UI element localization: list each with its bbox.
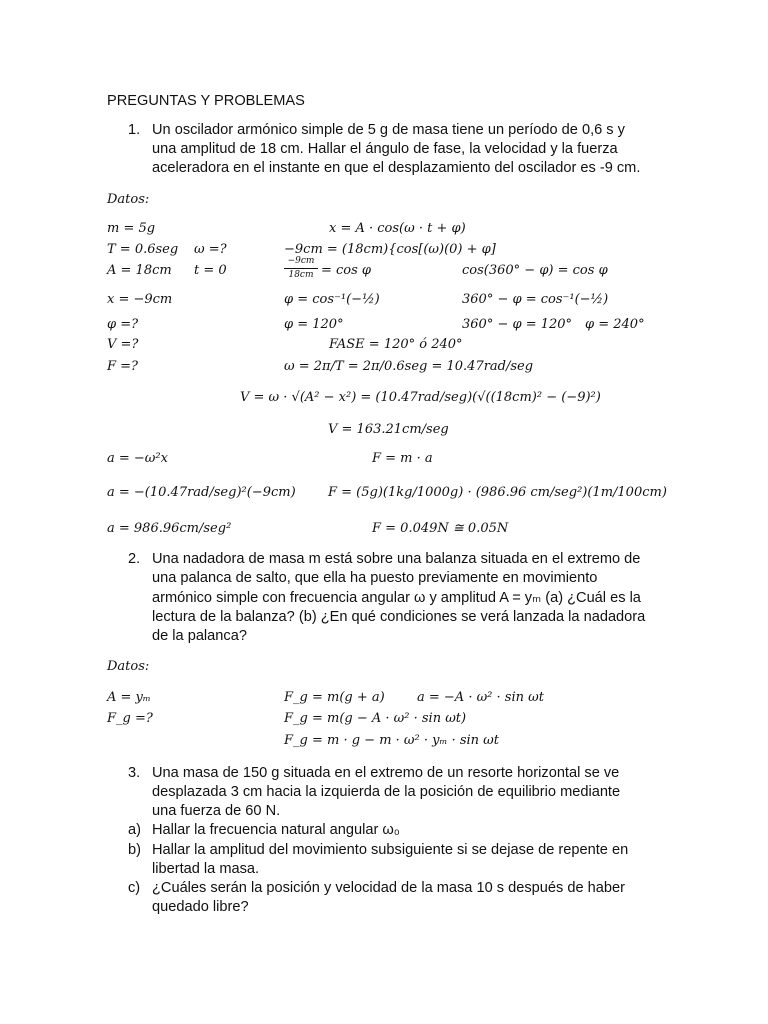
eq-phi240: φ = 240°: [585, 317, 645, 332]
eq-phi-acos: φ = cos⁻¹(−½): [284, 292, 380, 307]
problem-3-line: Una masa de 150 g situada en el extremo de un resorte horizontal se ve: [152, 765, 620, 781]
eq2-Fg3: F_g = m · g − m · ω² · yₘ · sin ωt: [284, 733, 500, 748]
item-a-label: a): [128, 822, 141, 838]
problem-1-line: una amplitud de 18 cm. Hallar el ángulo de fase, la velocidad y la fuerza: [152, 141, 618, 157]
problem-2-number: 2.: [128, 551, 141, 567]
problem-3-number: 3.: [128, 765, 141, 781]
eq-F-subst: F = (5g)(1kg/1000g) · (986.96 cm/seg²)(1m/100cm): [328, 485, 667, 500]
eq-A: A = 18cm: [107, 263, 172, 278]
eq-360-120: 360° − φ = 120°: [462, 317, 573, 332]
item-b-label: b): [128, 842, 141, 858]
eq-cos360: cos(360° − φ) = cos φ: [462, 263, 608, 278]
eq-F-def: F = m · a: [372, 451, 433, 466]
eq-V-result: V = 163.21cm/seg: [328, 422, 449, 437]
eq2-a: a = −A · ω² · sin ωt: [417, 690, 544, 705]
eq-omega: ω = 2π/T = 2π/0.6seg = 10.47rad/seg: [284, 359, 534, 374]
eq-ratio-rhs: = cos φ: [321, 263, 372, 278]
eq-omega-q: ω =?: [194, 242, 227, 257]
item-b-line: Hallar la amplitud del movimiento subsiguiente si se dejase de repente en: [152, 842, 629, 858]
fraction-bar: [284, 268, 318, 269]
item-c-line: quedado libre?: [152, 899, 249, 915]
eq-m: m = 5g: [107, 221, 156, 236]
item-c-label: c): [128, 880, 141, 896]
datos-label-2: Datos:: [107, 659, 150, 674]
problem-2-line: Una nadadora de masa m está sobre una balanza situada en el extremo de: [152, 551, 641, 567]
eq2-Fg-q: F_g =?: [107, 711, 153, 726]
item-c-line: ¿Cuáles serán la posición y velocidad de la masa 10 s después de haber: [152, 880, 625, 896]
eq-T: T = 0.6seg: [107, 242, 179, 257]
eq-a-def: a = −ω²x: [107, 451, 168, 466]
eq2-Fg2: F_g = m(g − A · ω² · sin ωt): [284, 711, 467, 726]
eq-x-def: x = A · cos(ω · t + φ): [329, 221, 466, 236]
eq-ratio-fraction: [284, 256, 318, 281]
eq-phi-q: φ =?: [107, 317, 139, 332]
problem-1-number: 1.: [128, 122, 141, 138]
eq2-Fg1: F_g = m(g + a): [284, 690, 385, 705]
eq-a-subst: a = −(10.47rad/seg)²(−9cm): [107, 485, 296, 500]
ratio-numerator: −9cm: [287, 256, 315, 266]
eq-V-q: V =?: [107, 337, 139, 352]
eq-V-formula: V = ω · √(A² − x²) = (10.47rad/seg)(√((18cm)² − (−9)²): [240, 390, 601, 405]
problem-3-line: desplazada 3 cm hacia la izquierda de la posición de equilibrio mediante: [152, 784, 621, 800]
eq-a-result: a = 986.96cm/seg²: [107, 521, 232, 536]
eq-F-q: F =?: [107, 359, 139, 374]
eq-acos360: 360° − φ = cos⁻¹(−½): [462, 292, 609, 307]
problem-1-line: Un oscilador armónico simple de 5 g de masa tiene un período de 0,6 s y: [152, 122, 625, 138]
item-a-line: Hallar la frecuencia natural angular ω₀: [152, 822, 400, 838]
eq2-A: A = yₘ: [107, 690, 151, 705]
problem-2-line: de la palanca?: [152, 628, 247, 644]
eq-x: x = −9cm: [107, 292, 173, 307]
eq-t0: t = 0: [194, 263, 227, 278]
problem-1-line: aceleradora en el instante en que el desplazamiento del oscilador es -9 cm.: [152, 160, 641, 176]
item-b-line: libertad la masa.: [152, 861, 260, 877]
ratio-denominator: 18cm: [288, 270, 314, 280]
eq-fase: FASE = 120° ó 240°: [329, 337, 463, 352]
problem-2-line: armónico simple con frecuencia angular ω y amplitud A = yₘ (a) ¿Cuál es la: [152, 590, 641, 606]
eq-F-result: F = 0.049N ≅ 0.05N: [372, 521, 509, 536]
problem-2-line: lectura de la balanza? (b) ¿En qué condiciones se verá lanzada la nadadora: [152, 609, 646, 625]
problem-2-line: una palanca de salto, que ella ha puesto previamente en movimiento: [152, 570, 598, 586]
eq-phi120: φ = 120°: [284, 317, 344, 332]
problem-3-line: una fuerza de 60 N.: [152, 803, 281, 819]
datos-label: Datos:: [107, 192, 150, 207]
page-title: PREGUNTAS Y PROBLEMAS: [107, 93, 305, 109]
eq-subst: −9cm = (18cm){cos[(ω)(0) + φ]: [284, 242, 496, 257]
